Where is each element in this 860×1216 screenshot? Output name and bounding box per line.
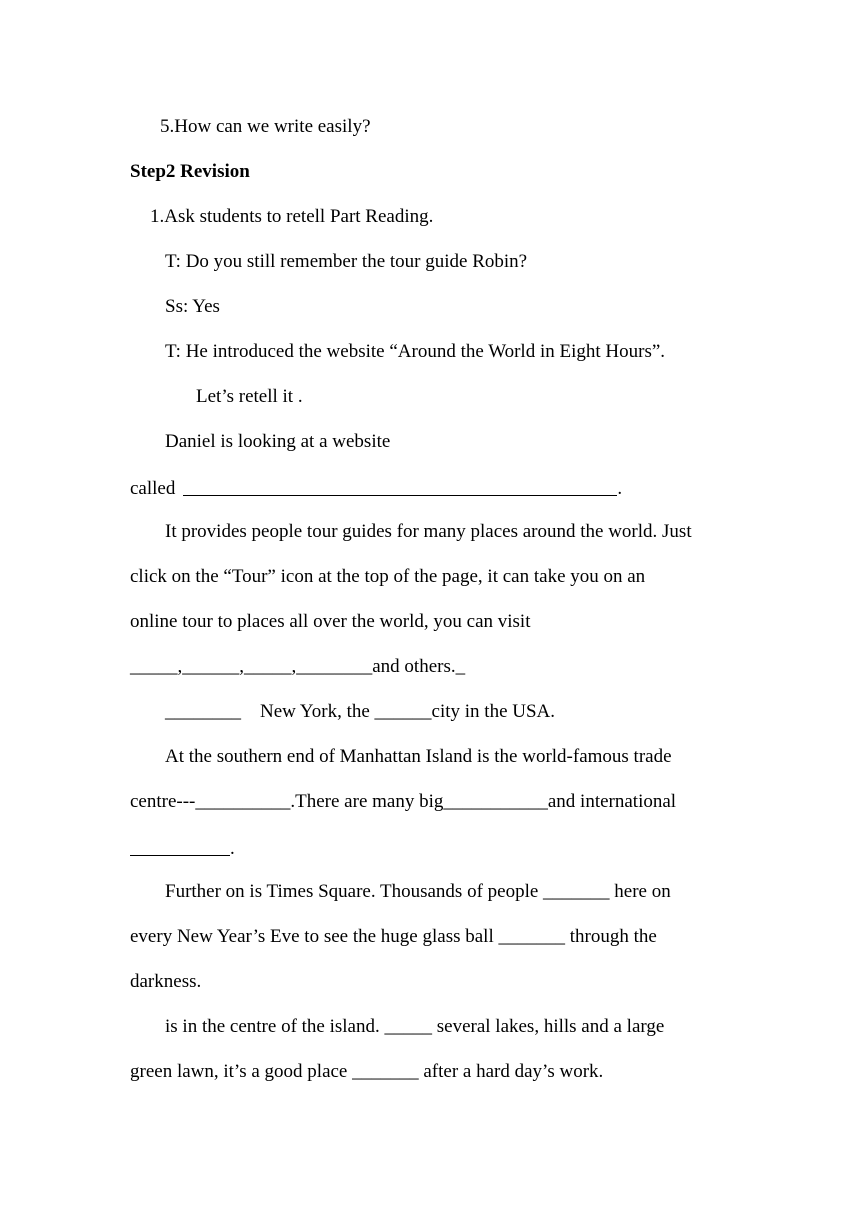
step2-heading: Step2 Revision <box>130 161 250 182</box>
paragraph-2-line-1: At the southern end of Manhattan Island is the world-famous trade <box>165 746 672 767</box>
paragraph-2-period: . <box>230 838 235 859</box>
paragraph-2-line-3 <box>130 835 235 861</box>
paragraph-1-line-2: click on the “Tour” icon at the top of the page, it can take you on an <box>130 566 646 587</box>
website-name-blank <box>183 475 617 496</box>
lets-retell-line: Let’s retell it . <box>196 386 303 407</box>
new-york-line: ________ New York, the ______city in the USA. <box>165 701 556 722</box>
paragraph-4-line-2: green lawn, it’s a good place _______ after a hard day’s work. <box>130 1061 604 1082</box>
called-text: called <box>130 478 176 499</box>
paragraph-1-line-3: online tour to places all over the world, you can visit <box>130 611 531 632</box>
paragraph-3-line-3: darkness. <box>130 971 202 992</box>
students-line-1: Ss: Yes <box>165 296 220 317</box>
international-blank <box>130 835 230 856</box>
teacher-line-1: T: Do you still remember the tour guide Robin? <box>165 251 528 272</box>
paragraph-4-line-1: is in the centre of the island. _____ several lakes, hills and a large <box>165 1016 665 1037</box>
item-1: 1.Ask students to retell Part Reading. <box>150 206 434 227</box>
called-period: . <box>617 478 623 499</box>
paragraph-1-line-4: _____,______,_____,________and others._ <box>130 656 466 677</box>
paragraph-3-line-2: every New Year’s Eve to see the huge glass ball _______ through the <box>130 926 657 947</box>
paragraph-1-line-1: It provides people tour guides for many places around the world. Just <box>165 521 692 542</box>
question-5: 5.How can we write easily? <box>160 116 371 137</box>
paragraph-3-line-1: Further on is Times Square. Thousands of people _______ here on <box>165 881 671 902</box>
called-line <box>130 475 622 501</box>
daniel-line: Daniel is looking at a website <box>165 431 391 452</box>
teacher-line-2: T: He introduced the website “Around the World in Eight Hours”. <box>165 341 666 362</box>
paragraph-2-line-2: centre---__________.There are many big___________and international <box>130 791 677 812</box>
